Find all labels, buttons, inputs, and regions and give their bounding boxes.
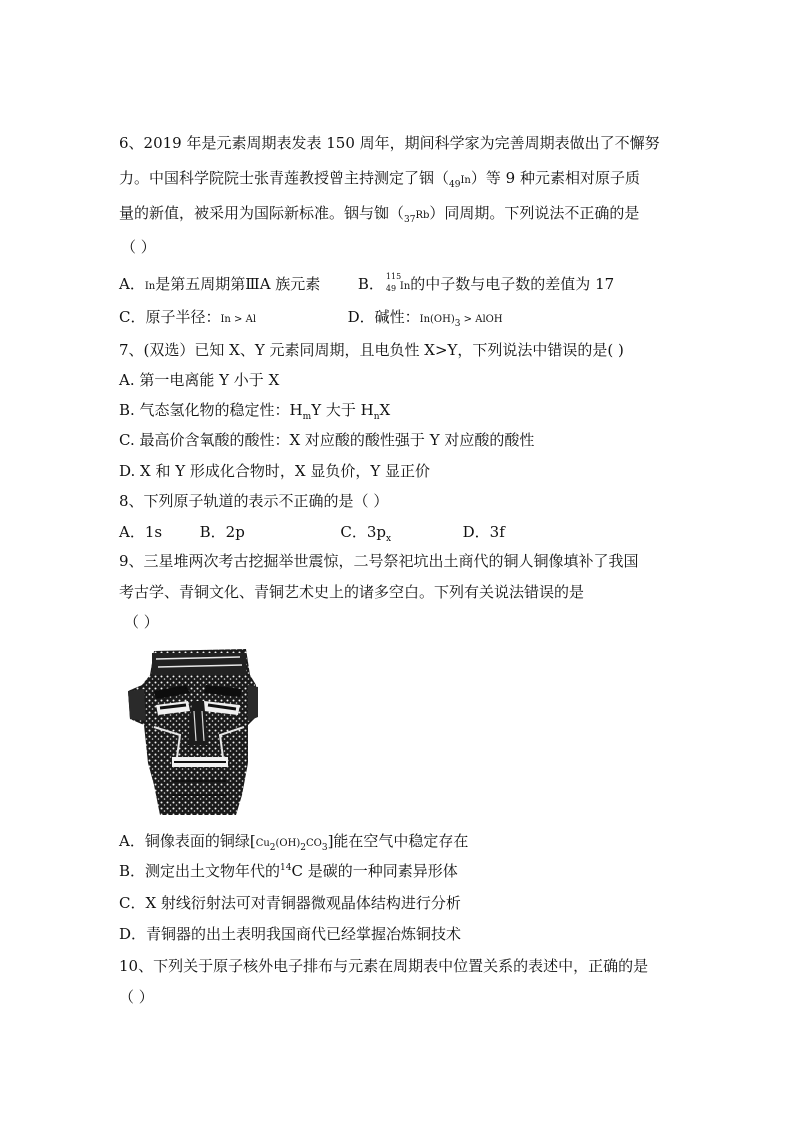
rubidium-symbol: Rb bbox=[415, 210, 430, 221]
indium-symbol: In bbox=[460, 175, 471, 186]
q6-option-d[interactable]: D．碱性：$In(OH)_3$ > AlOH bbox=[347, 308, 503, 329]
q8-option-a[interactable]: A．1s bbox=[119, 523, 163, 541]
q6-stem-line-3: 量的新值，被采用为国际新标准。铟与铷$(_{37}Rb)$同周期。下列说法不正确的是 bbox=[119, 204, 640, 225]
q9-option-a[interactable]: A．铜像表面的铜绿$[Cu_2(OH)_2CO_3]$能在空气中稳定存在 bbox=[119, 832, 469, 853]
bronze-mask-image bbox=[124, 645, 264, 817]
q9-option-d[interactable]: D．青铜器的出土表明我国商代已经掌握冶炼铜技术 bbox=[119, 925, 462, 943]
indium-atomic-number: 49 bbox=[449, 180, 461, 190]
q6-options-ab bbox=[119, 274, 614, 297]
q9-answer-paren: （ ） bbox=[124, 613, 159, 631]
q6-option-b[interactable]: B． 115 49 In的中子数与电子数的差值为 17 bbox=[357, 272, 615, 293]
q8-stem: 8、下列原子轨道的表示不正确的是（ ） bbox=[119, 492, 389, 510]
q7-option-b[interactable]: B. 气态氢化物的稳定性：$H_mY$ 大于 $H_nX$ bbox=[119, 401, 391, 422]
q6-options-cd bbox=[119, 307, 503, 330]
q8-options bbox=[119, 522, 505, 542]
q6-stem-line-2: 力。中国科学院院士张青莲教授曾主持测定了铟$(_{49}In)$等 9 种元素相对原子质 bbox=[119, 169, 640, 190]
q9-stem-line-1: 9、三星堆两次考古挖掘举世震惊，二号祭祀坑出土商代的铜人铜像填补了我国 bbox=[119, 552, 639, 570]
q8-option-c[interactable]: C．$3p_x$ bbox=[340, 523, 392, 544]
q8-option-d[interactable]: D．3f bbox=[462, 523, 505, 541]
q7-option-a[interactable]: A. 第一电离能 Y 小于 X bbox=[119, 371, 280, 389]
q7-stem: 7、(双选）已知 X、Y 元素同周期，且电负性 X>Y，下列说法中错误的是( ) bbox=[119, 341, 624, 359]
q10-answer-paren: （ ） bbox=[119, 988, 154, 1006]
q9-stem-line-2: 考古学、青铜文化、青铜艺术史上的诸多空白。下列有关说法错误的是 bbox=[119, 583, 585, 601]
q7-option-d[interactable]: D. X 和 Y 形成化合物时，X 显负价，Y 显正价 bbox=[119, 462, 431, 480]
q9-option-c[interactable]: C．X 射线衍射法可对青铜器微观晶体结构进行分析 bbox=[119, 894, 461, 912]
q6-option-a[interactable]: A．In是第五周期第ⅢA 族元素 bbox=[119, 275, 321, 293]
q6-stem-line-1: 6、2019 年是元素周期表发表 150 周年，期间科学家为完善周期表做出了不懈努 bbox=[119, 134, 660, 152]
q7-option-c[interactable]: C. 最高价含氧酸的酸性：X 对应酸的酸性强于 Y 对应酸的酸性 bbox=[119, 431, 535, 449]
q6-answer-paren: （ ） bbox=[121, 238, 156, 256]
q8-option-b[interactable]: B．2p bbox=[199, 523, 245, 541]
q9-option-b[interactable]: B．测定出土文物年代的$^{14}$C 是碳的一种同素异形体 bbox=[119, 862, 458, 880]
rubidium-atomic-number: 37 bbox=[404, 215, 416, 225]
q10-stem: 10、下列关于原子核外电子排布与元素在周期表中位置关系的表述中，正确的是 bbox=[119, 957, 649, 975]
q6-option-c[interactable]: C．原子半径：In > Al bbox=[119, 308, 257, 326]
